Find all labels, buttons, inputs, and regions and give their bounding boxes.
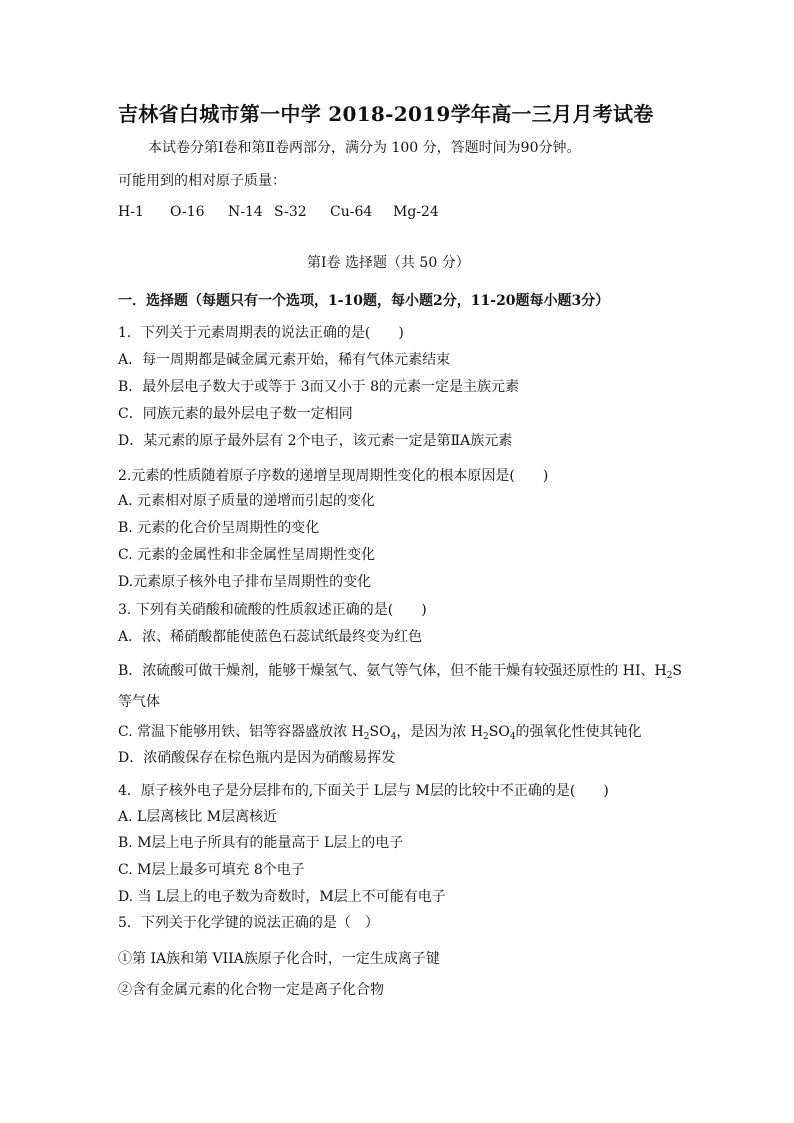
question-1-option-a: A．每一周期都是碱金属元素开始，稀有气体元素结束 xyxy=(118,352,451,368)
question-4-option-a: A. L层离核比 M层离核近 xyxy=(118,809,278,825)
h2so4-sub4-a: 4 xyxy=(390,732,397,742)
question-3-option-a: A．浓、稀硝酸都能使蓝色石蕊试纸最终变为红色 xyxy=(118,629,423,645)
mass-n: N-14 xyxy=(228,204,263,220)
question-5-statement-2: ②含有金属元素的化合物一定是离子化合物 xyxy=(118,982,384,998)
h2s-tail: S xyxy=(672,663,683,679)
question-5-statement-1: ①第 IA族和第 VIIA族原子化合时，一定生成离子键 xyxy=(118,951,440,967)
question-4-stem: 4．原子核外电子是分层排布的,下面关于 L层与 M层的比较中不正确的是( ) xyxy=(118,783,609,799)
section-title: 第Ⅰ卷 选择题（共 50 分） xyxy=(307,255,470,271)
question-2-option-d: D.元素原子核外电子排布呈周期性的变化 xyxy=(118,574,372,590)
question-4-option-b: B. M层上电子所具有的能量高于 L层上的电子 xyxy=(118,835,404,851)
question-2-stem: 2.元素的性质随着原子序数的递增呈现周期性变化的根本原因是( ) xyxy=(118,468,549,484)
question-2-option-a: A. 元素相对原子质量的递增而引起的变化 xyxy=(118,493,376,509)
h2so4-sub2-b: 2 xyxy=(483,732,489,742)
question-4-option-d: D. 当 L层上的电子数为奇数时，M层上不可能有电子 xyxy=(118,889,446,905)
mass-s: S-32 xyxy=(274,204,307,220)
question-4-option-c: C. M层上最多可填充 8个电子 xyxy=(118,862,305,878)
question-3-option-d: D．浓硝酸保存在棕色瓶内是因为硝酸易挥发 xyxy=(118,750,396,766)
so4-a: SO xyxy=(369,724,391,740)
h2so4-sub4-b: 4 xyxy=(509,732,516,742)
question-1-option-b: B．最外层电子数大于或等于 3而又小于 8的元素一定是主族元素 xyxy=(118,379,520,395)
question-1-stem: 1．下列关于元素周期表的说法正确的是( ) xyxy=(118,325,404,341)
exam-intro: 本试卷分第Ⅰ卷和第Ⅱ卷两部分，满分为 100 分，答题时间为90分钟。 xyxy=(148,140,581,156)
exam-title: 吉林省白城市第一中学 2018-2019学年高一三月月考试卷 xyxy=(118,102,654,126)
question-5-stem: 5．下列关于化学键的说法正确的是（ ） xyxy=(118,915,379,931)
question-2-option-b: B. 元素的化合价呈周期性的变化 xyxy=(118,520,320,536)
mass-h: H-1 xyxy=(118,204,144,220)
mass-cu: Cu-64 xyxy=(330,204,373,220)
so4-b: SO xyxy=(488,724,510,740)
question-3-stem: 3. 下列有关硝酸和硫酸的性质叙述正确的是( ) xyxy=(118,602,427,618)
question-3-option-c-text: C. 常温下能够用铁、铝等容器盛放浓 H xyxy=(118,724,364,740)
question-3-option-b-cont: 等气体 xyxy=(118,694,160,710)
question-2-option-c: C. 元素的金属性和非金属性呈周期性变化 xyxy=(118,547,376,563)
mass-mg: Mg-24 xyxy=(393,204,439,220)
atomic-mass-label: 可能用到的相对原子质量： xyxy=(118,173,286,189)
question-3-option-c-tail: 的强氧化性使其钝化 xyxy=(515,724,642,740)
question-3-option-c-mid: ，是因为浓 H xyxy=(396,724,483,740)
h2so4-sub2-a: 2 xyxy=(363,732,370,742)
part-heading: 一．选择题（每题只有一个选项，1-10题，每小题2分，11-20题每小题3分） xyxy=(118,293,610,309)
question-1-option-d: D．某元素的原子最外层有 2个电子，该元素一定是第ⅡA族元素 xyxy=(118,433,513,449)
question-3-option-b xyxy=(118,662,682,680)
h2s-subscript: 2 xyxy=(666,671,673,681)
question-3-option-c xyxy=(118,723,642,741)
question-1-option-c: C．同族元素的最外层电子数一定相同 xyxy=(118,406,353,422)
mass-o: O-16 xyxy=(170,204,205,220)
question-3-option-b-text: B．浓硫酸可做干燥剂，能够干燥氢气、氨气等气体，但不能干燥有较强还原性的 HI、H xyxy=(118,663,667,679)
